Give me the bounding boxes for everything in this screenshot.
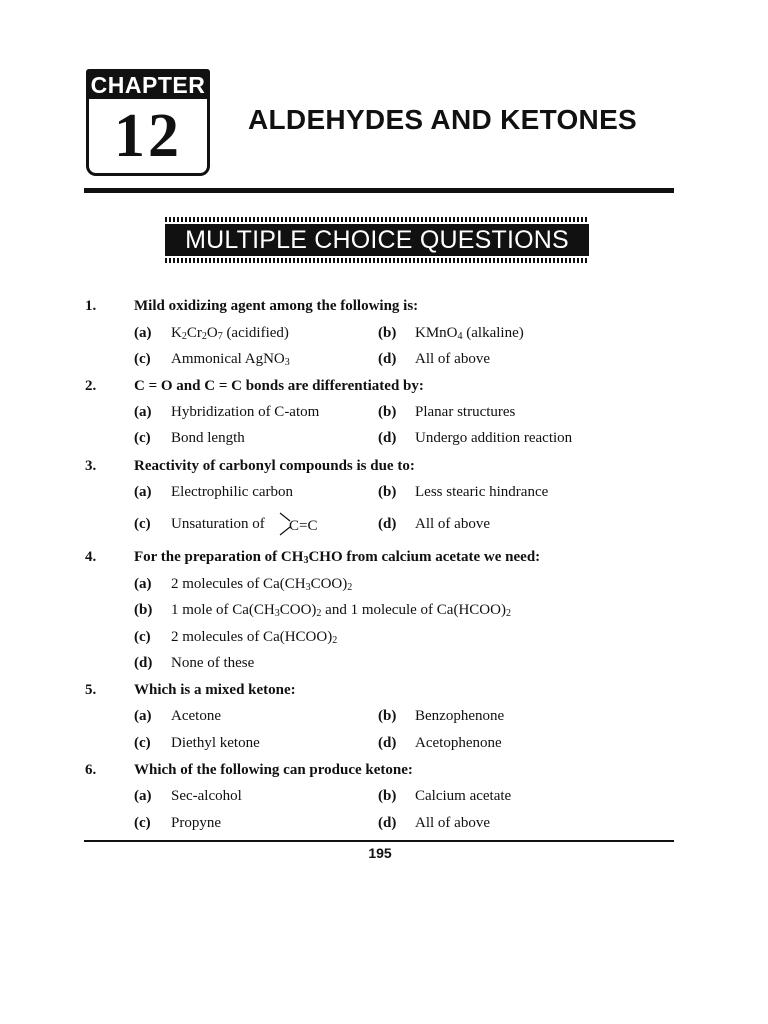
question-text: Which is a mixed ketone: [134,682,296,698]
question-text: For the preparation of $CH_3CHO$ from calcium acetate we need: [134,549,541,566]
option-label: (d) [378,351,397,367]
section-banner [165,217,589,263]
option-label: (c) [134,735,151,751]
question-number: 6. [85,762,97,778]
option-text: 2 molecules of $Ca(HCOO)_2$ [171,629,338,646]
option-text: Acetone [171,708,221,724]
question-number: 2. [85,378,97,394]
page-number: 195 [368,845,392,861]
option-text: Calcium acetate [415,788,512,804]
option-label: (a) [134,788,152,804]
option-label: (c) [134,351,151,367]
option-text: Sec-alcohol [171,788,242,804]
option-text: KMnO$_4$ (alkaline) [415,325,524,342]
question-number: 4. [85,549,97,565]
option-label: (d) [134,655,153,671]
option-label: (c) [134,629,151,645]
chapter-badge [86,69,210,179]
chapter-label: CHAPTER [86,69,210,101]
option-label: (d) [378,516,397,532]
option-label: (a) [134,576,152,592]
option-text: None of these [171,655,255,671]
question-text: Mild oxidizing agent among the following is: [134,298,419,314]
option-text: Ammonical AgNO$_3$ [171,351,290,368]
option-label: (a) [134,325,152,341]
option-text: All of above [415,351,490,367]
option-label: (b) [378,788,397,804]
option-label: (b) [378,484,397,500]
section-title: MULTIPLE CHOICE QUESTIONS [165,224,589,256]
banner-bottom-border [165,258,589,263]
alkene-double-bond-structure [276,511,340,537]
question-text: Which of the following can produce ketone: [134,762,413,778]
option-text: Acetophenone [415,735,502,751]
option-text: Electrophilic carbon [171,484,294,500]
option-text: Planar structures [415,404,516,420]
option-text: Less stearic hindrance [415,484,549,500]
option-text: Propyne [171,815,221,831]
footer-divider [84,840,674,842]
option-text: Diethyl ketone [171,735,260,751]
option-label: (b) [378,325,397,341]
option-label: (d) [378,430,397,446]
chapter-title: ALDEHYDES AND KETONES [248,104,638,135]
question-number: 1. [85,298,97,314]
option-text: Unsaturation of [171,516,265,532]
option-label: (b) [378,404,397,420]
option-text: $K_2Cr_2O_7$ (acidified) [171,325,289,342]
option-label: (a) [134,708,152,724]
chapter-number: 12 [114,102,182,170]
structure-formula: C=C [289,518,318,534]
option-label: (c) [134,516,151,532]
option-label: (c) [134,815,151,831]
option-label: (a) [134,404,152,420]
option-text: All of above [415,516,490,532]
header-divider [84,188,674,193]
option-text: Bond length [171,430,245,446]
option-text: Benzophenone [415,708,505,724]
question-text: C = O and C = C bonds are differentiated by: [134,378,424,394]
option-label: (c) [134,430,151,446]
option-label: (d) [378,735,397,751]
option-label: (a) [134,484,152,500]
option-label: (b) [134,602,153,618]
option-text: Undergo addition reaction [415,430,573,446]
question-number: 3. [85,458,97,474]
option-text: 1 mole of $Ca(CH_3COO)_2$ and 1 molecule of $Ca(HCOO)_2$ [171,602,511,619]
question-text: Reactivity of carbonyl compounds is due to: [134,458,415,474]
option-label: (d) [378,815,397,831]
option-text: Hybridization of C-atom [171,404,320,420]
question-number: 5. [85,682,97,698]
banner-top-border [165,217,589,222]
option-text: All of above [415,815,490,831]
option-text: 2 molecules of $Ca(CH_3COO)_2$ [171,576,353,593]
option-label: (b) [378,708,397,724]
